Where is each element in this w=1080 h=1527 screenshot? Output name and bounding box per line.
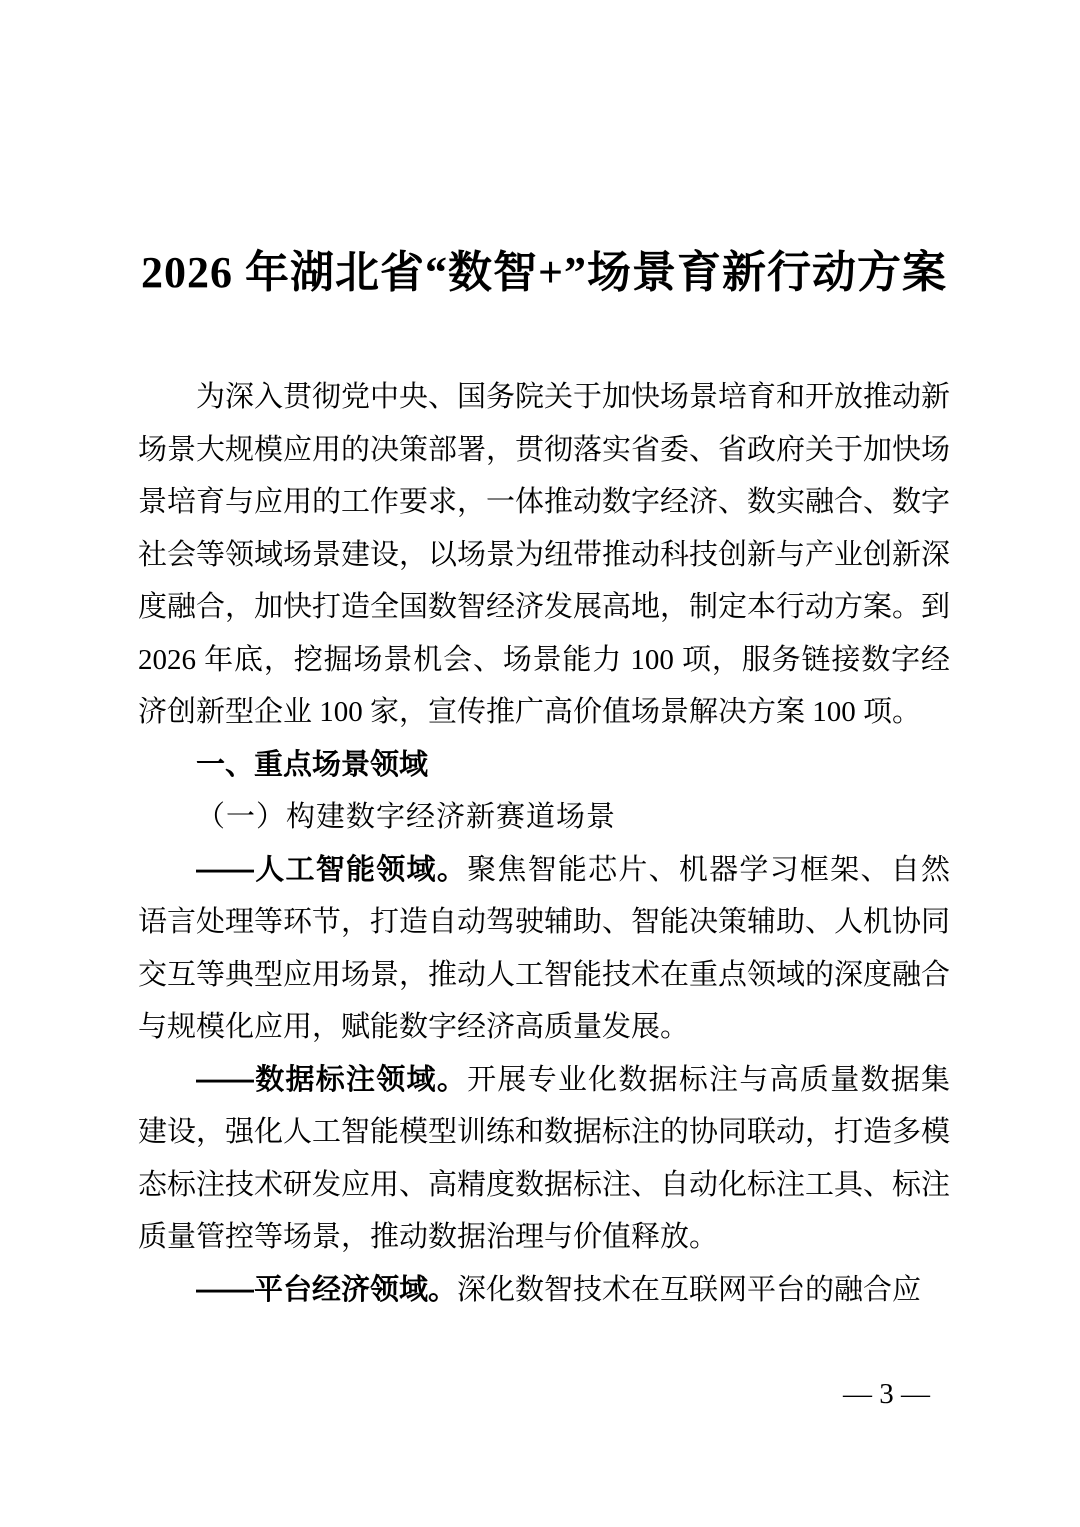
document-title: 2026 年湖北省“数智+”场景育新行动方案 (140, 248, 948, 297)
page-number: — 3 — (843, 1378, 930, 1410)
section-heading: 一、重点场景领域 (196, 748, 429, 781)
subsection-heading: （一）构建数字经济新赛道场景 (196, 801, 617, 833)
paragraph-data-annotation-field (138, 1054, 950, 1264)
paragraph-platform-economy-field (138, 1264, 950, 1317)
paragraph-ai-field (138, 844, 950, 1054)
paragraph-platform-economy-lead: ——平台经济领域。 (196, 1273, 458, 1306)
paragraph-ai-lead: ——人工智能领域。 (196, 853, 468, 886)
paragraph-data-annotation-body: 开展专业化数据标注与高质量数据集建设，强化人工智能模型训练和数据标注的协同联动，打造多模态标注技术研发应用、高精度数据标注、自动化标注工具、标注质量管控等场景，推动数据治理与价值释放。 (138, 1063, 951, 1253)
paragraph-ai-body: 聚焦智能芯片、机器学习框架、自然语言处理等环节，打造自动驾驶辅助、智能决策辅助、人机协同交互等典型应用场景，推动人工智能技术在重点领域的深度融合与规模化应用，赋能数字经济高质量发展。 (138, 853, 951, 1043)
page-footer (843, 1374, 930, 1414)
intro-paragraph: 为深入贯彻党中央、国务院关于加快场景培育和开放推动新场景大规模应用的决策部署，贯彻落实省委、省政府关于加快场景培育与应用的工作要求，一体推动数字经济、数实融合、数字社会等领域场景建设，以场景为纽带推动科技创新与产业创新深度融合，加快打造全国数智经济发展高地，制定本行动方案。到 2026 年底，挖掘场景机会、场景能力 100 项，服务链接数字经济创新型企业 100 家，宣传推广高价值场景解决方案 100 项。 (138, 381, 951, 728)
paragraph-data-annotation-lead: ——数据标注领域。 (196, 1063, 468, 1096)
paragraph-platform-economy-body: 深化数智技术在互联网平台的融合应 (457, 1273, 922, 1306)
